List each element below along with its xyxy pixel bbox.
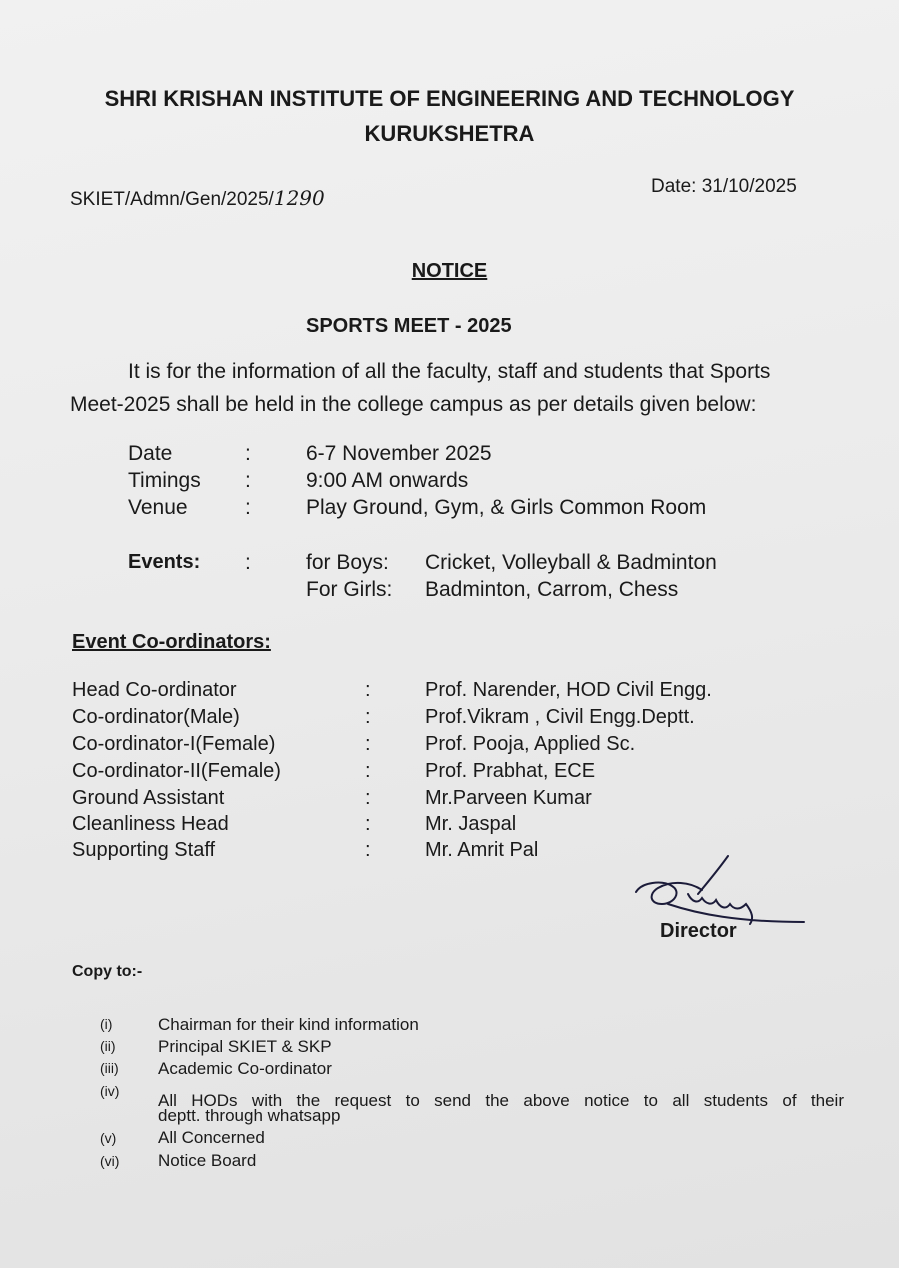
reference-prefix: SKIET/Admn/Gen/2025/ — [70, 189, 274, 210]
events-separator: : — [245, 551, 251, 574]
coordinator-separator: : — [365, 813, 371, 835]
coordinators-heading: Event Co-ordinators: — [72, 631, 271, 653]
coordinator-role: Co-ordinator-II(Female) — [72, 760, 281, 782]
coordinator-role: Co-ordinator(Male) — [72, 706, 240, 728]
reference-number — [70, 186, 325, 211]
list-item-text: All Concerned — [158, 1128, 265, 1147]
detail-value-date: 6-7 November 2025 — [306, 442, 492, 465]
detail-label-timings: Timings — [128, 469, 201, 492]
list-item-number: (vi) — [100, 1153, 120, 1169]
coordinator-name: Prof. Narender, HOD Civil Engg. — [425, 679, 712, 701]
notice-title: NOTICE — [411, 260, 488, 282]
detail-value-timings: 9:00 AM onwards — [306, 469, 469, 492]
coordinator-separator: : — [365, 679, 371, 701]
events-girls-value: Badminton, Carrom, Chess — [425, 578, 679, 601]
coordinator-name: Prof. Prabhat, ECE — [425, 760, 596, 782]
events-boys-value: Cricket, Volleyball & Badminton — [425, 551, 717, 574]
intro-line-2: Meet-2025 shall be held in the college campus as per details given below: — [70, 393, 757, 416]
detail-label-venue: Venue — [128, 496, 188, 519]
coordinator-name: Mr. Amrit Pal — [425, 839, 539, 861]
notice-subject: SPORTS MEET - 2025 — [306, 315, 512, 337]
list-item-text: Notice Board — [158, 1151, 257, 1170]
reference-handwritten-number: 1290 — [273, 186, 325, 210]
coordinator-role: Head Co-ordinator — [72, 679, 237, 701]
detail-separator: : — [245, 442, 251, 465]
list-item-text: Academic Co-ordinator — [158, 1059, 332, 1078]
coordinator-separator: : — [365, 706, 371, 728]
coordinator-name: Mr. Jaspal — [425, 813, 517, 835]
institute-name: SHRI KRISHAN INSTITUTE OF ENGINEERING AND TECHNOLOGY — [104, 86, 795, 111]
list-item-number: (ii) — [100, 1038, 116, 1054]
coordinator-separator: : — [365, 733, 371, 755]
coordinator-role: Cleanliness Head — [72, 813, 229, 835]
coordinator-name: Prof. Pooja, Applied Sc. — [425, 733, 636, 755]
events-girls-label: For Girls: — [306, 578, 393, 601]
coordinator-separator: : — [365, 760, 371, 782]
coordinator-name: Prof.Vikram , Civil Engg.Deptt. — [425, 706, 695, 728]
coordinator-separator: : — [365, 839, 371, 861]
list-item-text: Chairman for their kind information — [158, 1015, 419, 1034]
list-item-number: (v) — [100, 1130, 117, 1146]
intro-line-1: It is for the information of all the faculty, staff and students that Sports — [128, 360, 771, 383]
detail-separator: : — [245, 496, 251, 519]
events-boys-label: for Boys: — [306, 551, 389, 574]
notice-date: Date: 31/10/2025 — [651, 176, 797, 197]
coordinator-name: Mr.Parveen Kumar — [425, 787, 592, 809]
coordinator-role: Co-ordinator-I(Female) — [72, 733, 276, 755]
list-item-text: Principal SKIET & SKP — [158, 1037, 332, 1056]
coordinator-role: Ground Assistant — [72, 787, 225, 809]
list-item-number: (iv) — [100, 1083, 120, 1099]
coordinator-separator: : — [365, 787, 371, 809]
detail-label-date: Date — [128, 442, 173, 465]
coordinator-role: Supporting Staff — [72, 839, 216, 861]
institute-city: KURUKSHETRA — [364, 121, 535, 146]
list-item-number: (iii) — [100, 1060, 119, 1076]
list-item-text: All HODs with the request to send the above notice to all students of their — [158, 1091, 844, 1110]
list-item-text-continued: deptt. through whatsapp — [158, 1106, 341, 1125]
detail-separator: : — [245, 469, 251, 492]
detail-value-venue: Play Ground, Gym, & Girls Common Room — [306, 496, 707, 519]
list-item-number: (i) — [100, 1016, 113, 1032]
signatory-title: Director — [660, 920, 737, 942]
events-label: Events: — [128, 551, 201, 573]
copy-to-heading: Copy to:- — [72, 963, 143, 980]
